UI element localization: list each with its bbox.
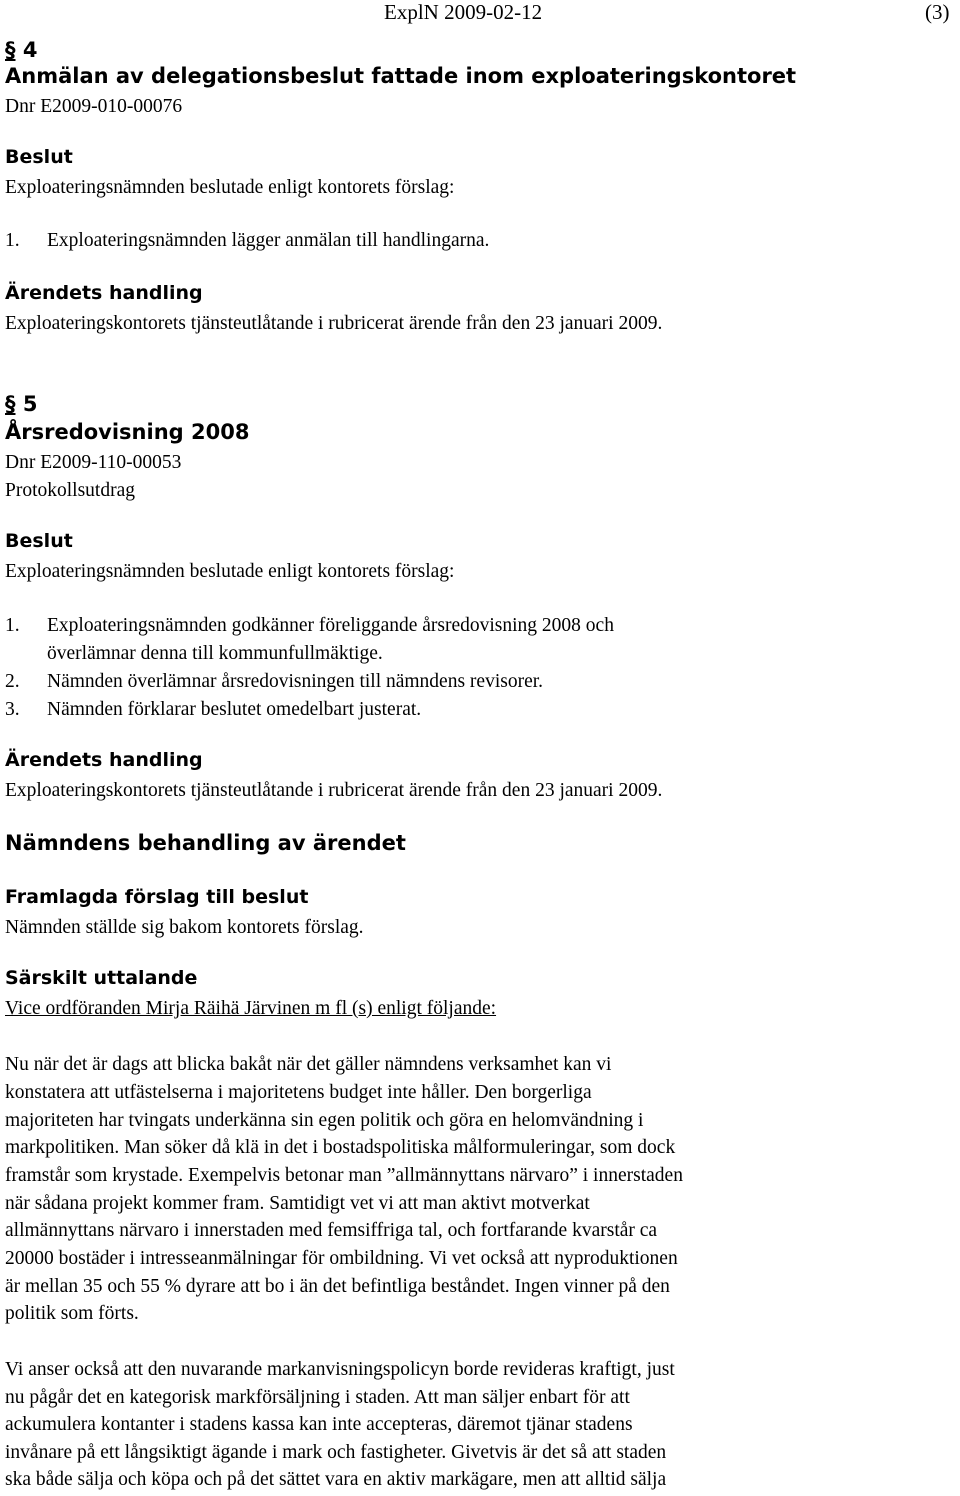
para1-line: är mellan 35 och 55 % dyrare att bo i än det befintliga beståndet. Ingen vinner på den (5, 1276, 670, 1297)
section-number: 4 (22, 38, 38, 62)
framlagda-heading: Framlagda förslag till beslut (5, 886, 309, 908)
section-5-item-1 (5, 615, 614, 637)
item-text: Exploateringsnämnden godkänner föreliggande årsredovisning 2008 och (47, 615, 614, 636)
section-5-item-1-cont: överlämnar denna till kommunfullmäktige. (47, 643, 383, 664)
para1-line: allmännyttans närvaro i innerstaden med femsiffriga tal, och fortfarande kvarstår ca (5, 1220, 658, 1241)
section-5-beslut-intro: Exploateringsnämnden beslutade enligt kontorets förslag: (5, 561, 455, 582)
section-5-title: Årsredovisning 2008 (5, 420, 250, 444)
para1-line: Nu när det är dags att blicka bakåt när det gäller nämndens verksamhet kan vi (5, 1054, 612, 1075)
section-4-handling-heading: Ärendets handling (5, 282, 203, 304)
para2-line: ackumulera kontanter i stadens kassa kan inte accepteras, däremot tjänar stadens (5, 1414, 633, 1435)
behandling-heading: Nämndens behandling av ärendet (5, 831, 406, 855)
section-4-title: Anmälan av delegationsbeslut fattade inom exploateringskontoret (5, 64, 797, 88)
header-title: ExplN 2009-02-12 (384, 0, 543, 24)
section-sign: § (5, 38, 16, 62)
para2-line: nu pågår det en kategorisk markförsäljning i staden. Att man säljer enbart för att (5, 1387, 630, 1408)
para1-line: konstatera att utfästelserna i majoritetens budget inte håller. Den borgerliga (5, 1082, 592, 1103)
section-5-dnr: Dnr E2009-110-00053 (5, 452, 182, 473)
para2-line: ska både sälja och köpa och på det sättet vara en aktiv markägare, men att alltid sälja (5, 1469, 667, 1490)
section-4-handling-text: Exploateringskontorets tjänsteutlåtande i rubricerat ärende från den 23 januari 2009. (5, 313, 663, 334)
para1-line: majoriteten har tvingats underkänna sin egen politik och göra en helomvändning i (5, 1110, 644, 1131)
item-number: 1. (5, 615, 20, 636)
section-5-item-3 (5, 699, 421, 721)
item-text: Nämnden överlämnar årsredovisningen till nämndens revisorer. (47, 671, 544, 692)
item-text: Nämnden förklarar beslutet omedelbart justerat. (47, 699, 422, 720)
para1-line: när sådana projekt kommer fram. Samtidigt vet vi att man aktivt motverkat (5, 1193, 590, 1214)
item-number: 1. (5, 230, 20, 251)
section-4-item-1 (5, 230, 489, 252)
para1-line: politik som förts. (5, 1303, 139, 1324)
para2-line: invånare på ett långsiktigt ägande i mark och fastigheter. Givetvis är det så att staden (5, 1442, 667, 1463)
page-number: (3) (925, 0, 950, 24)
para1-line: markpolitiken. Man söker då klä in det i bostadspolitiska målformuleringar, som dock (5, 1137, 676, 1158)
section-4-beslut-heading: Beslut (5, 146, 73, 168)
para2-line: Vi anser också att den nuvarande markanvisningspolicyn borde revideras kraftigt, just (5, 1359, 675, 1380)
section-4-heading (5, 38, 37, 62)
section-number: 5 (22, 392, 38, 416)
para1-line: 20000 bostäder i intresseanmälningar för ombildning. Vi vet också att nyproduktionen (5, 1248, 678, 1269)
section-5-beslut-heading: Beslut (5, 530, 73, 552)
sarskilt-heading: Särskilt uttalande (5, 967, 198, 989)
section-5-protokoll: Protokollsutdrag (5, 480, 135, 501)
section-5-handling-text: Exploateringskontorets tjänsteutlåtande i rubricerat ärende från den 23 januari 2009. (5, 780, 663, 801)
para1-line: framstår som krystade. Exempelvis betonar man ”allmännyttans närvaro” i innerstaden (5, 1165, 683, 1186)
section-4-dnr: Dnr E2009-010-00076 (5, 96, 183, 117)
sarskilt-author: Vice ordföranden Mirja Räihä Järvinen m fl (s) enligt följande: (5, 998, 497, 1019)
section-5-heading (5, 392, 37, 416)
item-number: 2. (5, 671, 20, 692)
item-number: 3. (5, 699, 20, 720)
framlagda-text: Nämnden ställde sig bakom kontorets förslag. (5, 917, 364, 938)
item-text: Exploateringsnämnden lägger anmälan till handlingarna. (47, 230, 490, 251)
section-4-beslut-intro: Exploateringsnämnden beslutade enligt kontorets förslag: (5, 177, 455, 198)
section-5-item-2 (5, 671, 543, 693)
section-sign: § (5, 392, 16, 416)
section-5-handling-heading: Ärendets handling (5, 749, 203, 771)
